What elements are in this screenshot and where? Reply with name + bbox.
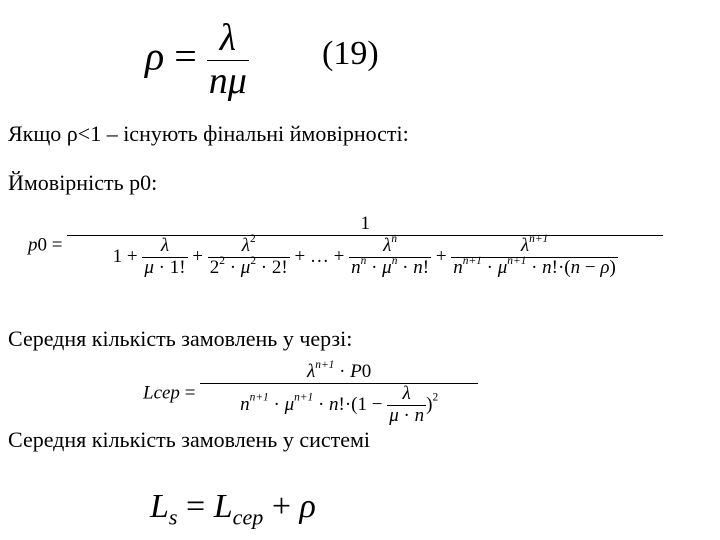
system-heading: Середня кількість замовлень у системі <box>8 427 371 452</box>
condition-text: Якщо ρ<1 – існують фінальні ймовірності: <box>8 121 409 146</box>
rho-formula: ρ = $\frac{\lambda}{n\mu}$ <box>145 17 247 102</box>
equation-number: (19) <box>322 35 379 72</box>
queue-heading: Середня кількість замовлень у черзі: <box>8 326 353 351</box>
ls-formula: $L_s = L_{cep} + \rho$ <box>150 488 316 530</box>
p0-formula: p0 = 1 1 + $\frac{\lambda}{\mu \cdot 1!}$ + $\frac{\lambda^2}{2^2 \cdot \mu^2 \cdot 2!}$ + … + $\frac{\lambda^n}{n^n \cdot \mu^n \cdot n!}$ + $\frac{\lambda^{n+1}}{n^{n+1} \cdot \mu^{n+1} \cdot n!\cdot(n - \rho)}$ <box>28 214 663 279</box>
p0-heading: Ймовірність p0: <box>8 170 158 195</box>
lcep-formula: Lcep = $\lambda^{n+1} \cdot P0$ $n^{n+1} \cdot \mu^{n+1} \cdot n!\cdot(1$ − $\frac{\lambda}{\mu \cdot n}$ )$^2$ <box>143 362 478 427</box>
